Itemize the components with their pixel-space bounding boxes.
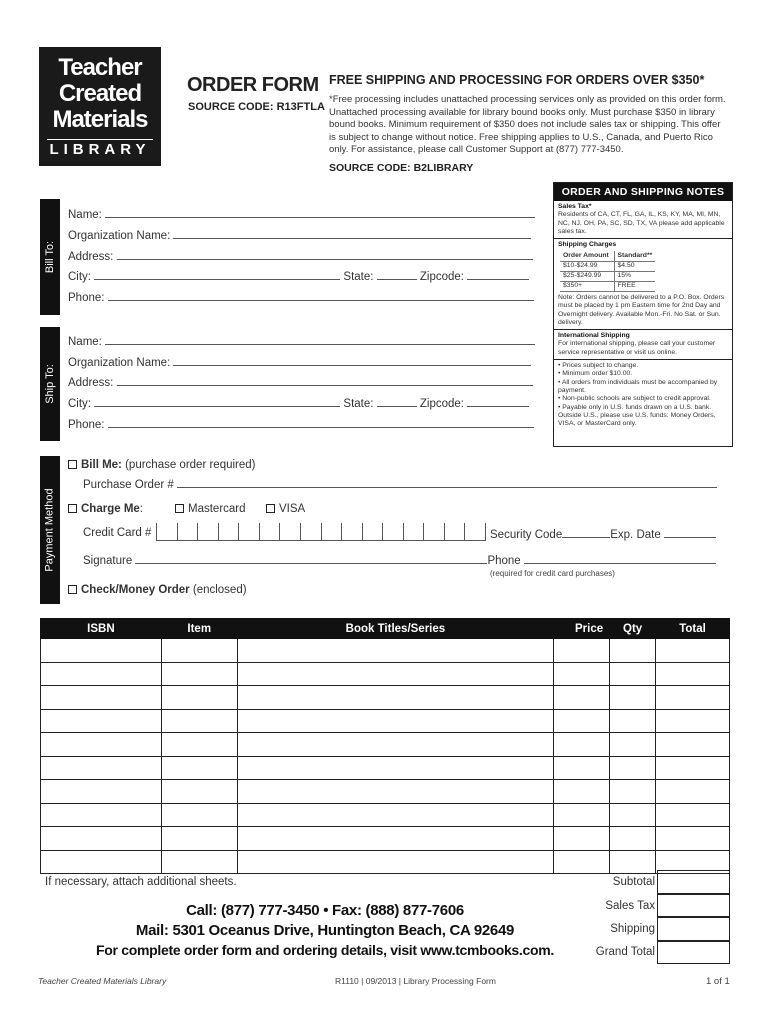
- ship-city-label: City:: [68, 398, 91, 410]
- bill-to-tab: [40, 199, 60, 315]
- bill-me-option[interactable]: [68, 459, 256, 471]
- ship-name-field[interactable]: [68, 334, 535, 348]
- shipping-source-code: SOURCE CODE: B2LIBRARY: [329, 162, 474, 174]
- shipping-charges-heading: Shipping Charges: [558, 241, 617, 249]
- notes-bullet: • Prices subject to change.: [558, 362, 639, 370]
- charge-value-3: FREE: [614, 281, 655, 291]
- col-standard: Standard**: [614, 251, 655, 261]
- footer-left: Teacher Created Materials Library: [38, 976, 167, 986]
- charge-amount-2: $25-$249.99: [560, 271, 614, 281]
- contact-mail: Mail: 5301 Oceanus Drive, Huntington Beach, CA 92649: [135, 922, 515, 939]
- international-section: [554, 330, 732, 359]
- check-money-order-checkbox[interactable]: [68, 585, 77, 594]
- grand-total-label: Grand Total: [595, 946, 655, 958]
- ship-phone-label: Phone:: [68, 419, 105, 431]
- ship-address-label: Address:: [68, 377, 114, 389]
- sales-tax-text: Residents of CA, CT, FL, GA, IL, KS, KY, MA, MI, MN, NC, NJ, OH, PA, SC, SD, TX, VA please add applicable sales tax.: [558, 211, 725, 235]
- bill-state-label: State:: [343, 271, 374, 283]
- international-heading: International Shipping: [558, 332, 630, 340]
- purchase-order-field[interactable]: [83, 477, 717, 491]
- charge-me-colon: :: [139, 503, 143, 515]
- check-money-order-option[interactable]: [68, 584, 247, 596]
- ship-state-label: State:: [343, 398, 374, 410]
- sales-tax-heading: Sales Tax*: [558, 203, 592, 210]
- source-code: SOURCE CODE: R13FTLA: [188, 101, 325, 113]
- shipping-input[interactable]: [657, 917, 730, 941]
- ship-name-input[interactable]: [105, 334, 535, 345]
- table-row[interactable]: [41, 803, 730, 827]
- payment-method-tab: [40, 456, 60, 604]
- grand-total-input[interactable]: [657, 941, 730, 965]
- contact-phone-fax: Call: (877) 777-3450 • Fax: (888) 877-7606: [186, 902, 464, 919]
- table-row[interactable]: [41, 850, 730, 874]
- ship-address-field[interactable]: [68, 375, 533, 389]
- ship-organization-input[interactable]: [173, 355, 531, 366]
- mastercard-checkbox[interactable]: [175, 504, 184, 513]
- shipping-charges-section: [554, 239, 732, 329]
- visa-label: VISA: [279, 503, 306, 515]
- bill-phone-field[interactable]: [68, 290, 534, 304]
- bill-zipcode-label: Zipcode:: [419, 271, 464, 283]
- footer-center: R1110 | 09/2013 | Library Processing Form: [335, 976, 496, 986]
- sales-tax-label: Sales Tax: [605, 900, 655, 912]
- signature-input[interactable]: [135, 553, 487, 564]
- bill-zipcode-input[interactable]: [467, 269, 529, 280]
- payment-method-tab-label: Payment Method: [44, 488, 56, 572]
- bill-address-input[interactable]: [117, 249, 533, 260]
- notes-bullet: • Payable only in U.S. funds drawn on a U.S. bank. Outside U.S., please use U.S. funds: Money Orders, VISA, or MasterCard only.: [558, 403, 716, 428]
- charge-value-1: $4.50: [614, 261, 655, 271]
- check-money-order-note: (enclosed): [192, 584, 247, 596]
- attach-note: If necessary, attach additional sheets.: [45, 876, 237, 888]
- visa-checkbox[interactable]: [266, 504, 275, 513]
- shipping-headline: FREE SHIPPING AND PROCESSING FOR ORDERS OVER $350*: [329, 73, 705, 87]
- charge-value-2: 15%: [614, 271, 655, 281]
- bill-state-input[interactable]: [377, 269, 417, 280]
- signature-label: Signature: [83, 555, 133, 567]
- col-total: Total: [656, 619, 730, 639]
- payment-phone-input[interactable]: [524, 553, 716, 564]
- charge-amount-3: $350+: [560, 281, 614, 291]
- table-row[interactable]: [41, 639, 730, 663]
- shipping-label: Shipping: [610, 923, 655, 935]
- table-row[interactable]: [41, 733, 730, 757]
- order-table-header: [41, 619, 730, 639]
- credit-card-label: Credit Card #: [83, 527, 152, 539]
- ship-organization-field[interactable]: [68, 355, 531, 369]
- ship-phone-field[interactable]: [68, 417, 534, 431]
- logo-line-2: Created: [58, 80, 142, 107]
- logo: [39, 47, 161, 166]
- ship-zipcode-input[interactable]: [467, 396, 529, 407]
- table-row[interactable]: [41, 780, 730, 804]
- exp-date-input[interactable]: [664, 527, 716, 538]
- ship-name-label: Name:: [68, 336, 102, 348]
- phone-note: (required for credit card purchases): [490, 569, 615, 578]
- bill-city-field[interactable]: [68, 269, 529, 283]
- bill-name-label: Name:: [68, 209, 102, 221]
- sales-tax-section: [554, 201, 732, 238]
- ship-organization-label: Organization Name:: [68, 357, 171, 369]
- col-book-titles: Book Titles/Series: [237, 619, 553, 639]
- notes-bullets: [554, 360, 732, 430]
- mastercard-option[interactable]: [175, 503, 246, 515]
- notes-title: ORDER AND SHIPPING NOTES: [554, 183, 732, 201]
- order-table: [40, 618, 730, 874]
- logo-line-3: Materials: [52, 106, 148, 133]
- visa-option[interactable]: [266, 503, 305, 515]
- bill-name-input[interactable]: [105, 207, 535, 218]
- charge-me-checkbox[interactable]: [68, 504, 77, 513]
- international-text: For international shipping, please call your customer service representative or visit us online.: [558, 340, 716, 356]
- purchase-order-input[interactable]: [177, 477, 717, 488]
- purchase-order-label: Purchase Order #: [83, 479, 174, 491]
- notes-bullet: • All orders from individuals must be accompanied by payment.: [558, 378, 718, 394]
- bill-organization-label: Organization Name:: [68, 230, 171, 242]
- bill-city-label: City:: [68, 271, 91, 283]
- col-order-amount: Order Amount: [560, 251, 614, 261]
- phone-label: Phone: [487, 555, 521, 567]
- table-row[interactable]: [41, 686, 730, 710]
- logo-line-1: Teacher: [58, 54, 142, 81]
- col-item: Item: [161, 619, 237, 639]
- contact-website: For complete order form and ordering details, visit www.tcmbooks.com.: [96, 942, 554, 958]
- table-row[interactable]: [41, 709, 730, 733]
- charge-me-option[interactable]: [68, 503, 143, 515]
- shipping-text: *Free processing includes unattached processing services only as provided on this order form. Unattached processing available for library bound books only. Must purchase $350 in library bound books. Minimum requirement of $350 does not include sales tax or shipping. This offer is subject to change without notice. Free shipping applies to U.S., Canada, and Puerto Rico only. For assistance, please call Customer Support at (877) 777-3450.: [329, 94, 726, 155]
- shipping-note: Note: Orders cannot be delivered to a P.O. Box. Orders must be placed by 1 pm Eastern time for 2nd Day and Overnight delivery. Available Mon.-Fri. No Sat. or Sun. delivery.: [558, 293, 725, 326]
- notes-bullet: • Non-public schools are subject to credit approval.: [558, 395, 711, 403]
- bill-to-tab-label: Bill To:: [44, 240, 57, 274]
- subtotal-input[interactable]: [657, 870, 730, 894]
- charge-me-label: Charge Me: [81, 503, 140, 515]
- ship-address-input[interactable]: [117, 375, 533, 386]
- page-title: ORDER FORM: [187, 74, 319, 96]
- bill-phone-input[interactable]: [108, 290, 534, 301]
- logo-line-4: LIBRARY: [47, 139, 153, 159]
- bill-address-field[interactable]: [68, 249, 533, 263]
- order-shipping-notes: [553, 182, 733, 447]
- ship-to-tab: [40, 327, 60, 441]
- footer-page-number: 1 of 1: [706, 976, 730, 987]
- ship-zipcode-label: Zipcode:: [419, 398, 464, 410]
- notes-bullet: • Minimum order $10.00.: [558, 370, 633, 378]
- ship-city-input[interactable]: [94, 396, 340, 407]
- shipping-charges-table: [560, 251, 655, 292]
- security-code-label: Security Code: [490, 529, 563, 541]
- sales-tax-input[interactable]: [657, 894, 730, 918]
- bill-organization-field[interactable]: [68, 228, 531, 242]
- mastercard-label: Mastercard: [188, 503, 246, 515]
- col-price: Price: [554, 619, 610, 639]
- credit-card-input[interactable]: [156, 523, 486, 541]
- charge-amount-1: $10-$24.99: [560, 261, 614, 271]
- table-row[interactable]: [41, 756, 730, 780]
- security-code-field[interactable]: [490, 527, 716, 541]
- exp-date-label: Exp. Date: [610, 529, 661, 541]
- col-qty: Qty: [610, 619, 656, 639]
- subtotal-label: Subtotal: [612, 876, 655, 888]
- bill-address-label: Address:: [68, 251, 114, 263]
- signature-field[interactable]: [83, 553, 716, 567]
- bill-me-label: Bill Me:: [81, 459, 122, 471]
- table-row[interactable]: [41, 827, 730, 851]
- bill-name-field[interactable]: [68, 207, 535, 221]
- bill-phone-label: Phone:: [68, 292, 105, 304]
- bill-organization-input[interactable]: [173, 228, 531, 239]
- bill-me-checkbox[interactable]: [68, 460, 77, 469]
- bill-city-input[interactable]: [94, 269, 340, 280]
- check-money-order-label: Check/Money Order: [81, 584, 190, 596]
- bill-me-note: (purchase order required): [125, 459, 256, 471]
- table-row[interactable]: [41, 662, 730, 686]
- ship-city-field[interactable]: [68, 396, 529, 410]
- security-code-input[interactable]: [562, 527, 610, 538]
- ship-state-input[interactable]: [377, 396, 417, 407]
- ship-phone-input[interactable]: [108, 417, 534, 428]
- col-isbn: ISBN: [41, 619, 162, 639]
- ship-to-tab-label: Ship To:: [44, 364, 56, 404]
